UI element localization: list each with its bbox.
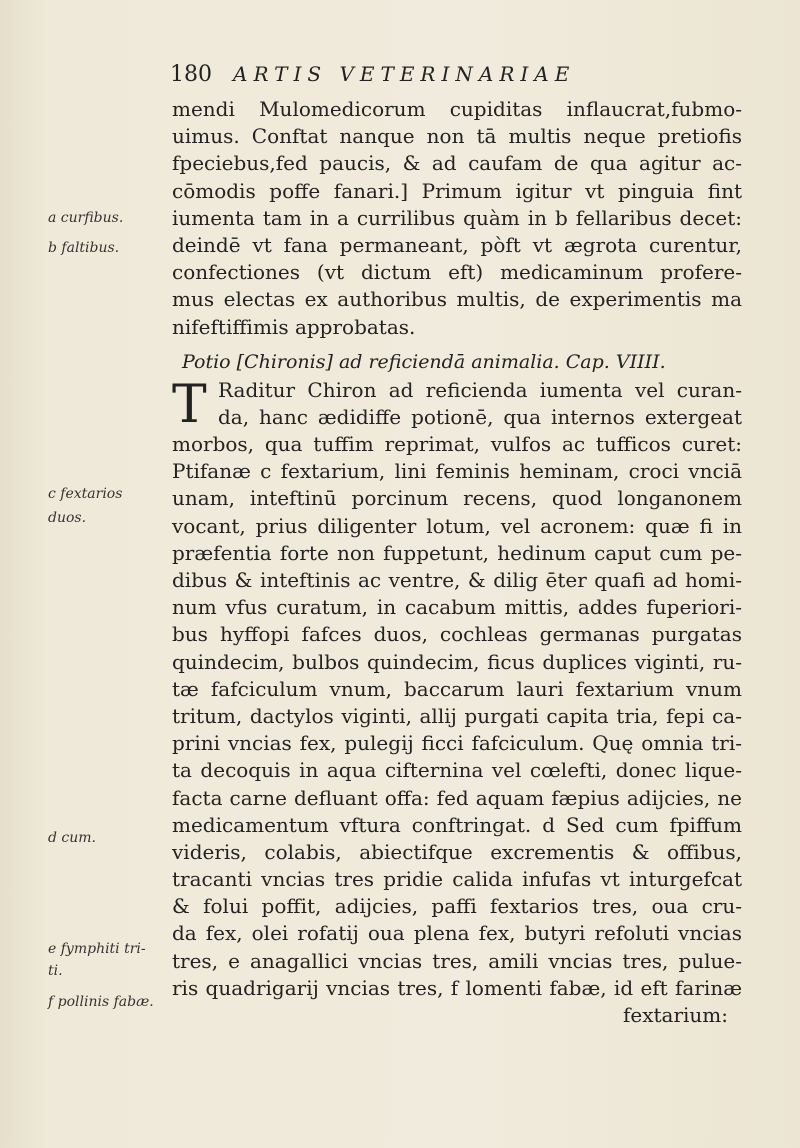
text-line: deindē vt fana permaneant, pòft vt ægrota curentur, [172,232,742,257]
text-line: dibus & inteftinis ac ventre, & dilig ēter quafi ad homi- [172,568,742,592]
margin-note-f: f pollinis fabæ. [48,994,154,1010]
page-header [170,62,730,92]
text-line: confectiones (vt dictum eft) medicaminum profere- [172,260,742,285]
text-line: nifeftiffimis approbatas. [172,314,416,339]
text-line: Ptifanæ c fextarium, lini feminis heminam, croci vnciā [172,459,742,484]
margin-note-b: b faltibus. [48,240,120,256]
margin-note-e: e fymphiti tri-ti. [48,941,146,979]
text-line: fpeciebus,fed paucis, & ad caufam de qua agitur ac- [172,151,742,176]
margin-note-a: a curfibus. [48,210,124,226]
text-line: tracanti vncias tres pridie calida infufas vt inturgefcat [172,867,742,892]
text-line: num vfus curatum, in cacabum mittis, addes fuperiori- [172,595,742,620]
final-line: fextarium: [622,1003,728,1027]
text-line: tritum, dactylos viginti, allij purgati capita tria, fepi ca- [172,703,742,728]
running-title: ARTIS VETERINARIAE [233,62,576,86]
text-line: facta carne defluant offa: fed aquam fæpius adijcies, ne [172,785,742,810]
text-line: ta decoquis in aqua cifternina vel cœlefti, donec lique- [172,758,742,783]
drop-cap-block [172,374,742,435]
margin-note-d: d cum. [48,830,96,846]
text-line: præfentia forte non fuppetunt, hedinum caput cum pe- [172,540,742,565]
text-line: mus electas ex authoribus multis, de experimentis ma [172,287,742,312]
text-line: unam, inteftinū porcinum recens, quod longanonem [172,486,742,511]
text-line: medicamentum vftura conftringat. d Sed cum fpiffum [172,812,742,837]
text-line: tæ fafciculum vnum, baccarum lauri fextarium vnum [172,676,742,701]
margin-note-c: c fextarios duos. [48,486,123,526]
text-line: cōmodis poffe fanari.] Primum igitur vt pinguia fint [172,178,742,203]
chapter-heading: Potio [Chironis] ad reficiendā animalia. Cap. VIIII. [182,350,666,373]
text-line: & folui poffit, adijcies, paffi fextarios tres, oua cru- [172,894,742,919]
text-line: vocant, prius diligenter lotum, vel acronem: quæ fi in [172,513,742,538]
text-line: Raditur Chiron ad reficienda iumenta vel curan- [218,377,742,402]
text-line: videris, colabis, abiectifque excrementis & offibus, [172,839,742,864]
text-line: iumenta tam in a currilibus quàm in b fellaribus decet: [172,205,742,230]
text-line: uimus. Conftat nanque non tā multis neque pretiofis [172,124,742,149]
main-text [172,96,742,1029]
text-line: ris quadrigarij vncias tres, f lomenti fabæ, id eft farinæ [172,975,742,1000]
text-line: bus hyffopi fafces duos, cochleas germanas purgatas [172,622,742,647]
text-line: quindecim, bulbos quindecim, ficus duplices viginti, ru- [172,649,742,674]
text-line: tres, e anagallici vncias tres, amili vncias tres, pulue- [172,948,742,973]
text-line: morbos, qua tuffim reprimat, vulfos ac tufficos curet: [172,432,742,457]
drop-initial: T [172,374,207,435]
text-line: prini vncias fex, pulegij ficci fafciculum. Quę omnia tri- [172,731,742,756]
page-number: 180 [170,62,212,87]
text-line: mendi Mulomedicorum cupiditas inflaucrat,fubmo- [172,97,742,121]
text-line: da, hanc ædidiffe potionē, qua internos extergeat [218,404,742,429]
text-line: da fex, olei rofatij oua plena fex, butyri refoluti vncias [172,921,742,946]
